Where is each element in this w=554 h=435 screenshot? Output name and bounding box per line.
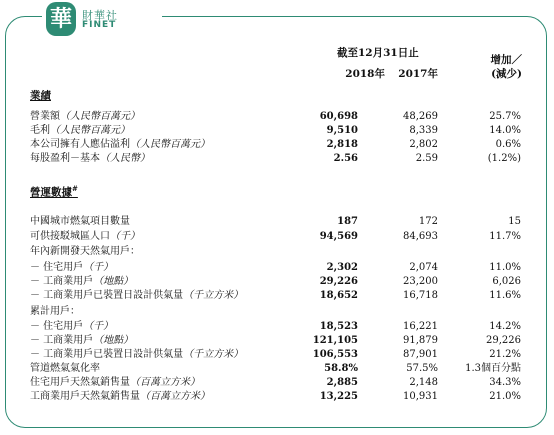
value-2017: 16,718 [403,290,438,301]
value-change: 1.3個百分點 [465,363,521,374]
value-change: 11.7% [489,231,521,242]
table-row [0,124,554,137]
row-label [30,289,243,302]
value-2017: 172 [418,216,438,227]
value-change: 11.0% [489,262,521,273]
row-label-text: － 工商業用戶已裝置日設計供氣量 [30,349,184,360]
table-row [0,348,554,361]
table-row [0,275,554,288]
row-label [30,320,113,333]
row-label [30,275,133,288]
row-label [30,245,140,258]
row-label-text: 可供接駁城區人口 [30,231,110,242]
value-2018: 2,818 [326,139,358,150]
value-2017: 91,879 [403,335,438,346]
row-label [30,362,100,375]
row-unit: （千立方米） [183,349,244,360]
table-row [0,320,554,333]
value-2018: 18,523 [319,321,358,332]
value-change: 21.2% [489,349,521,360]
row-label [30,376,200,389]
row-label [30,334,133,347]
table-row [0,334,554,347]
value-2017: 16,221 [403,321,438,332]
table-row [0,376,554,389]
value-2017: 10,931 [403,391,438,402]
value-change: 21.0% [489,391,521,402]
value-2018: 187 [337,216,358,227]
header-change [478,53,522,81]
value-change: 25.7% [489,111,521,122]
row-unit: （千立方米） [183,290,244,301]
value-2018: 29,226 [319,276,358,287]
row-unit: （人民幣） [100,153,150,164]
table-row [0,215,554,228]
row-label [30,152,150,165]
row-label-text: － 工商業用戶 [30,276,94,287]
row-label [30,305,80,318]
row-label [30,124,130,137]
value-2018: 2,885 [326,377,358,388]
value-2018: 2,302 [326,262,358,273]
row-unit: （百萬立方米） [130,377,200,388]
table-row [0,110,554,123]
value-2018: 106,553 [312,349,358,360]
value-change: 6,026 [492,276,521,287]
row-label [30,110,140,123]
header-year-2018: 2018年 [345,68,385,80]
table-row [0,362,554,375]
section-operations-label: 營運數據 [30,186,72,199]
row-unit: （百萬立方米） [140,391,210,402]
value-2017: 48,269 [403,111,438,122]
row-label-text: 工商業用戶天然氣銷售量 [30,391,140,402]
section-operations [30,184,78,200]
value-2018: 13,225 [319,391,358,402]
value-change: (1.2%) [487,153,521,164]
value-2017: 87,901 [403,349,438,360]
header-change-line2: (減少) [491,68,522,80]
value-2017: 23,200 [403,276,438,287]
row-label-text: 本公司擁有人應佔溢利 [30,139,130,150]
row-label-text: － 住宅用戶 [30,262,84,273]
value-2018: 121,105 [312,335,358,346]
header-year-2017: 2017年 [398,68,438,80]
row-label [30,390,210,403]
table-row [0,245,554,258]
table-row [0,390,554,403]
value-change: 15 [508,216,521,227]
value-2017: 84,693 [403,231,438,242]
value-change: 11.6% [489,290,521,301]
finet-logo-seal: 華 [46,2,76,36]
value-change: 0.6% [495,139,521,150]
value-2017: 8,339 [409,125,438,136]
value-2018: 94,569 [319,231,358,242]
row-label-text: 每股盈利－基本 [30,153,100,164]
table-row [0,261,554,274]
value-2018: 2.56 [333,153,358,164]
row-unit: （地點） [93,335,134,346]
value-change: 29,226 [486,335,521,346]
value-2017: 2,074 [409,262,438,273]
row-label-text: 管道燃氣氣化率 [30,363,100,374]
table-row [0,230,554,243]
row-label-text: － 住宅用戶 [30,321,84,332]
value-2017: 2,148 [409,377,438,388]
row-label-text: 住宅用戶天然氣銷售量 [30,377,130,388]
row-label [30,230,140,243]
value-2017: 2.59 [415,153,438,164]
row-label-text: 毛利 [30,125,50,136]
header-period: 截至12月31日止 [337,47,419,59]
row-label [30,138,210,151]
row-label-text: 營業額 [30,111,60,122]
table-row [0,152,554,165]
row-label [30,348,243,361]
value-2017: 57.5% [406,363,438,374]
row-unit: （人民幣百萬元） [60,111,140,122]
row-label-text: － 工商業用戶已裝置日設計供氣量 [30,290,184,301]
value-change: 34.3% [489,377,521,388]
table-row [0,305,554,318]
table-row [0,138,554,151]
value-2018: 9,510 [326,125,358,136]
section-performance: 業績 [30,90,51,102]
brand-name-en: FINET [82,20,117,30]
row-label-text: 年內新開發天然氣用戶： [30,246,140,257]
row-unit: （千） [110,231,140,242]
row-unit: （人民幣百萬元） [130,139,210,150]
section-operations-mark: # [72,184,78,193]
value-2017: 2,802 [409,139,438,150]
row-unit: （千） [83,321,114,332]
row-label-text: 中國城市燃氣項目數量 [30,216,130,227]
value-change: 14.2% [489,321,521,332]
row-unit: （千） [83,262,114,273]
row-unit: （人民幣百萬元） [50,125,130,136]
row-label-text: － 工商業用戶 [30,335,94,346]
value-2018: 18,652 [319,290,358,301]
value-2018: 58.8% [324,363,358,374]
row-unit: （地點） [93,276,134,287]
row-label-text: 累計用戶： [30,306,80,317]
row-label [30,215,130,228]
row-label [30,261,113,274]
value-change: 14.0% [489,125,521,136]
table-row [0,289,554,302]
value-2018: 60,698 [319,111,358,122]
header-change-line1: 增加／ [490,54,522,66]
brand-name-cn: 財華社 [82,9,118,22]
